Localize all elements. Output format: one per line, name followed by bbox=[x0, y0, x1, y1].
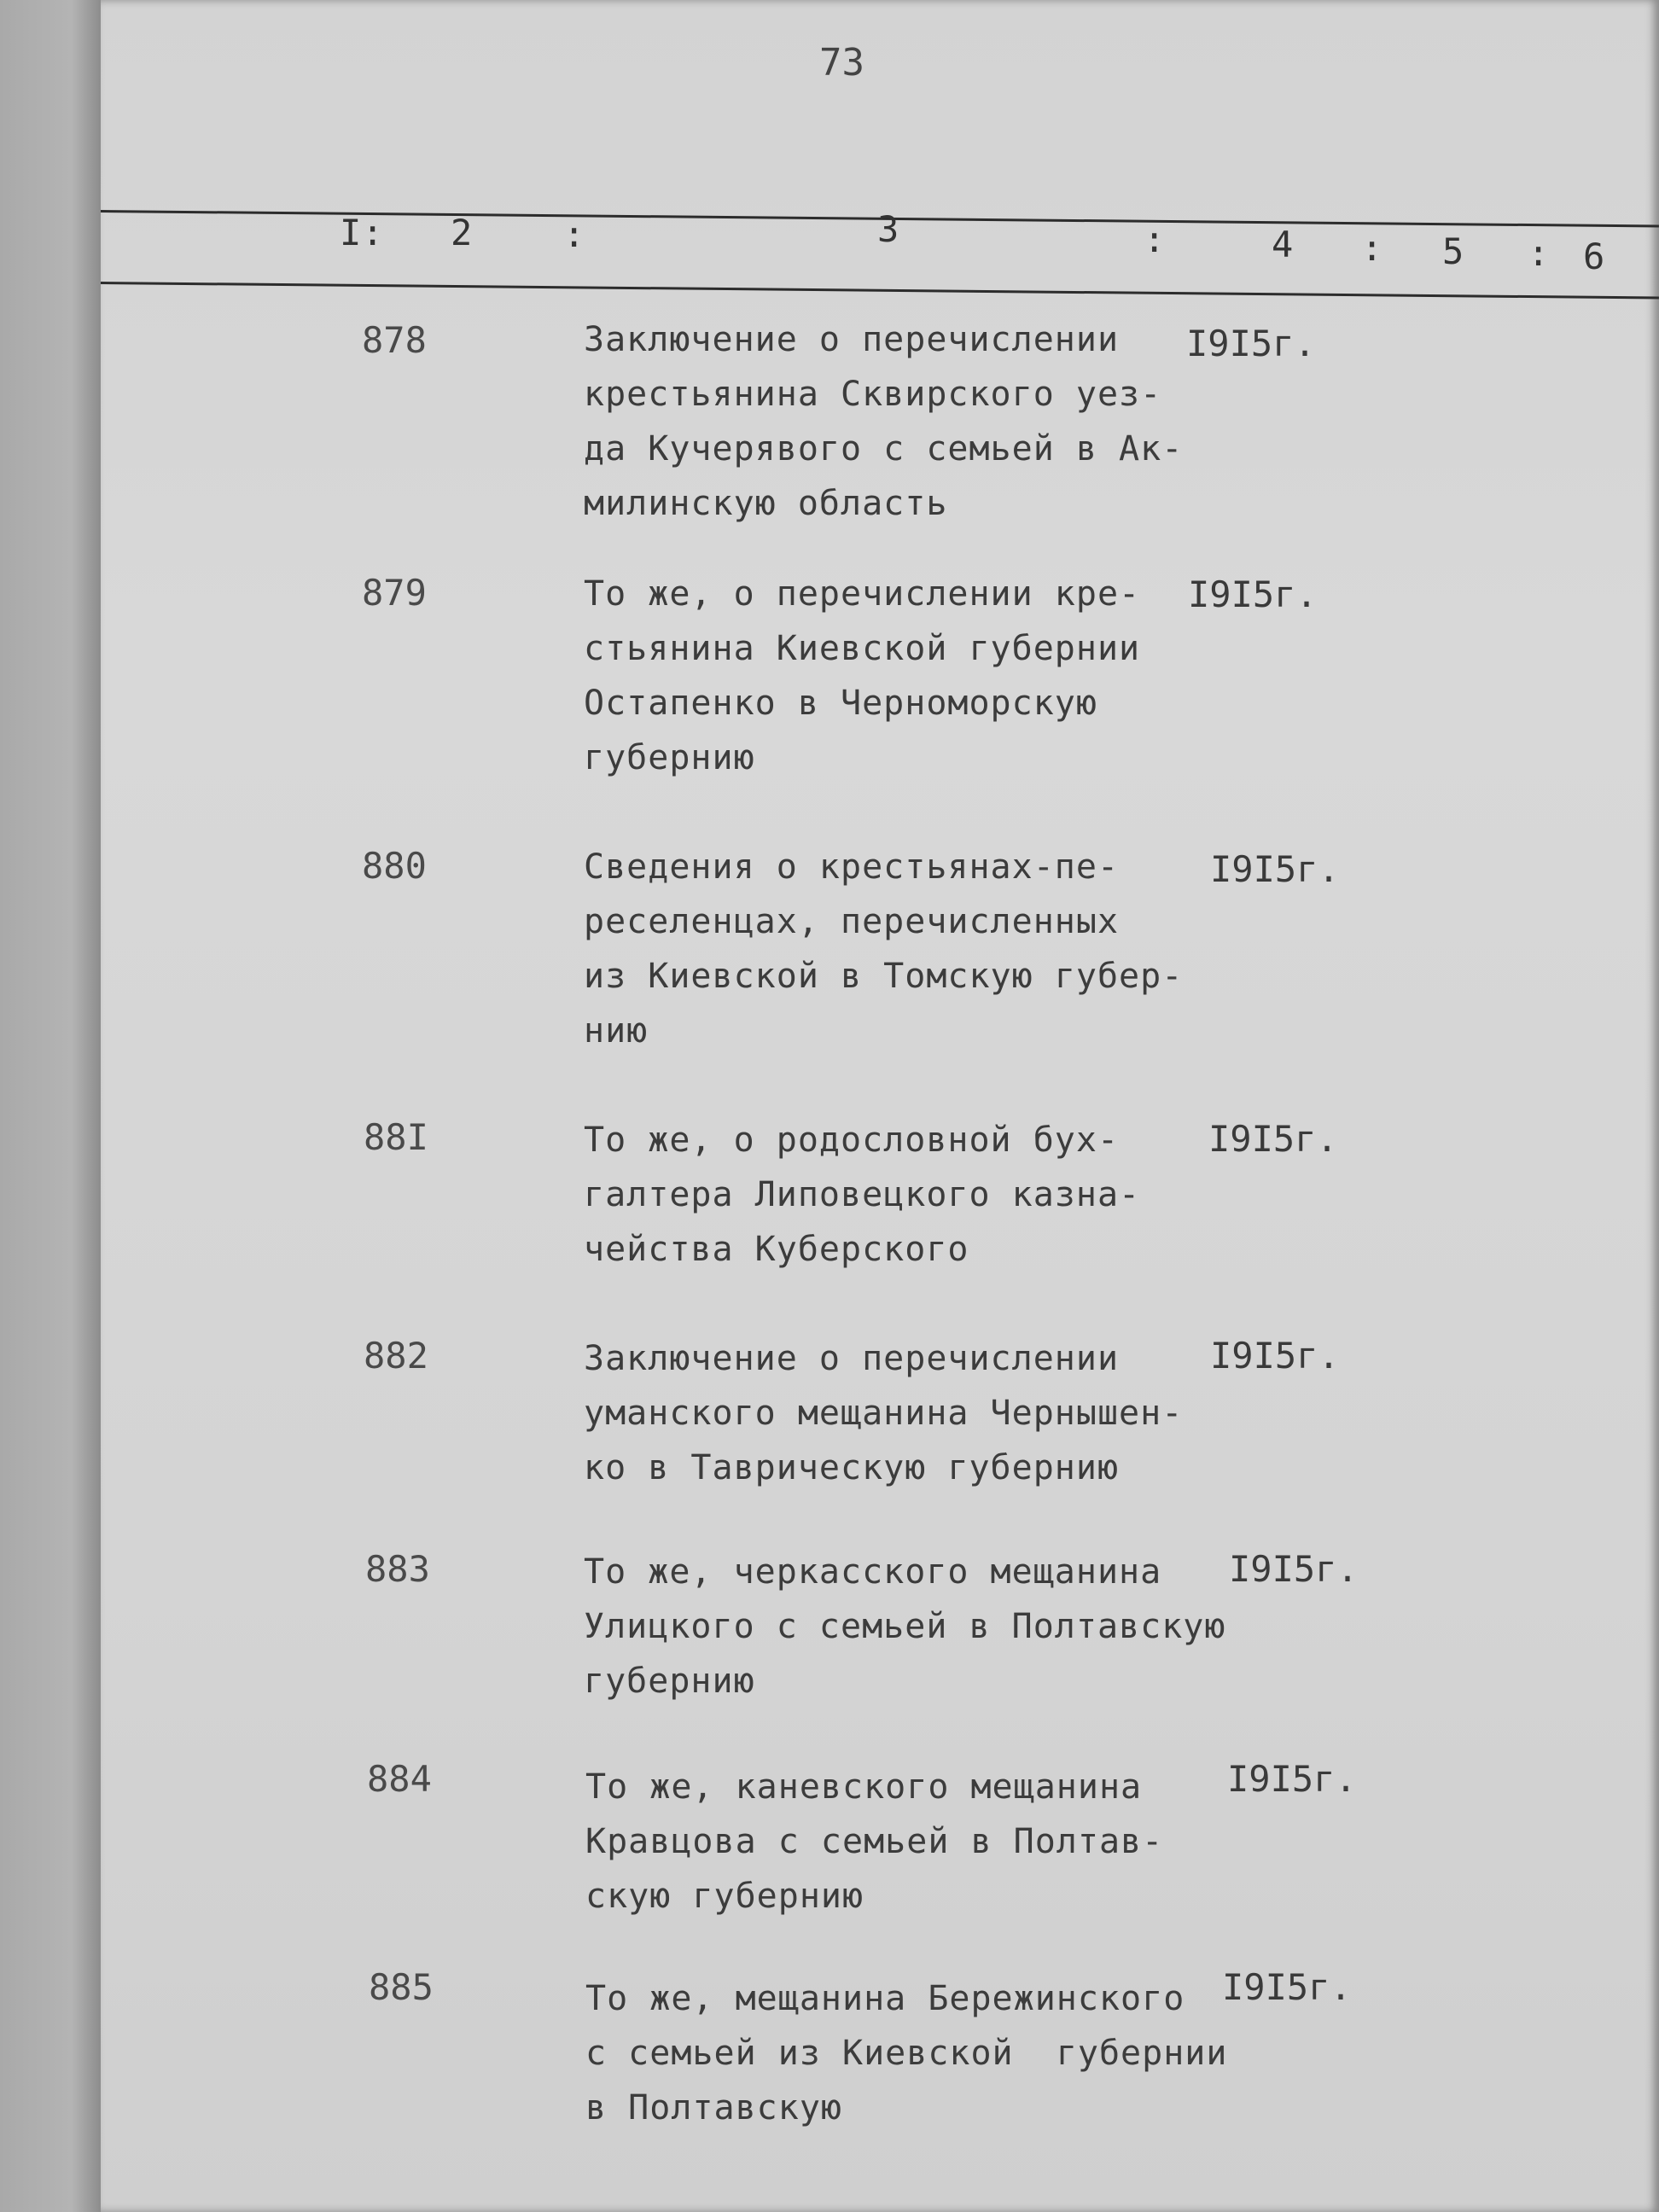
binding-edge bbox=[0, 0, 102, 2212]
entry-line: Заключение о перечислении bbox=[584, 1339, 1120, 1378]
entry-number: 884 bbox=[367, 1758, 432, 1800]
entry-line: из Киевской в Томскую губер- bbox=[584, 957, 1184, 996]
entry-line: То же, о родословной бух- bbox=[584, 1121, 1120, 1160]
entry-number: 88I bbox=[364, 1116, 428, 1158]
entry-description bbox=[584, 840, 1183, 1058]
entry-number: 878 bbox=[362, 319, 427, 361]
entry-line: ко в Таврическую губернию bbox=[584, 1448, 1120, 1487]
entry-line: реселенцах, перечисленных bbox=[584, 902, 1120, 941]
entry-year: I9I5г. bbox=[1208, 1118, 1338, 1160]
entry-line: да Кучерявого с семьей в Ак- bbox=[584, 429, 1184, 469]
entry-line: губернию bbox=[584, 738, 755, 777]
entry-year: I9I5г. bbox=[1188, 573, 1318, 615]
entry-description bbox=[584, 312, 1183, 531]
entry-line: Кравцова с семьей в Полтав- bbox=[585, 1822, 1164, 1861]
column-separator: : bbox=[362, 212, 384, 253]
entry-description bbox=[584, 1331, 1183, 1495]
page-number: 73 bbox=[819, 41, 864, 84]
entry-line: в Полтавскую bbox=[585, 2088, 842, 2128]
entry-number: 879 bbox=[362, 572, 427, 614]
entry-description bbox=[584, 1113, 1140, 1277]
entry-year: I9I5г. bbox=[1222, 1966, 1352, 2008]
entry-year: I9I5г. bbox=[1229, 1548, 1359, 1590]
column-separator: : bbox=[563, 213, 585, 255]
entry-number: 885 bbox=[369, 1966, 434, 2008]
column-separator: : bbox=[1144, 218, 1166, 260]
entry-line: Остапенко в Черноморскую bbox=[584, 684, 1097, 723]
entry-year: I9I5г. bbox=[1227, 1758, 1357, 1800]
entry-line: нию bbox=[584, 1011, 649, 1051]
entry-year: I9I5г. bbox=[1186, 323, 1316, 364]
entry-line: стьянина Киевской губернии bbox=[584, 629, 1141, 668]
column-header-2: 2 bbox=[451, 212, 473, 253]
entry-description bbox=[584, 1545, 1225, 1708]
entry-line: милинскую область bbox=[584, 484, 948, 523]
entry-year: I9I5г. bbox=[1210, 1335, 1340, 1377]
entry-line: с семьей из Киевской губернии bbox=[585, 2034, 1228, 2073]
column-header-1: I bbox=[340, 212, 362, 253]
entry-description bbox=[584, 567, 1140, 785]
entry-line: То же, каневского мещанина bbox=[585, 1767, 1143, 1807]
entry-line: То же, черкасского мещанина bbox=[584, 1552, 1162, 1592]
entry-line: галтера Липовецкого казна- bbox=[584, 1175, 1141, 1214]
entry-line: Улицкого с семьей в Полтавскую bbox=[584, 1607, 1226, 1646]
entry-line: То же, мещанина Бережинского bbox=[585, 1979, 1185, 2018]
entry-description bbox=[585, 1971, 1227, 2135]
column-separator: : bbox=[1528, 232, 1550, 274]
entry-line: крестьянина Сквирского уез- bbox=[584, 375, 1162, 414]
entry-line: скую губернию bbox=[585, 1877, 864, 1916]
column-header-3: 3 bbox=[877, 208, 899, 250]
column-header-4: 4 bbox=[1272, 224, 1294, 265]
entry-line: То же, о перечислении кре- bbox=[584, 574, 1141, 614]
entry-line: Сведения о крестьянах-пе- bbox=[584, 847, 1120, 887]
entry-line: чейства Куберского bbox=[584, 1230, 969, 1269]
entry-number: 880 bbox=[362, 845, 427, 887]
column-separator: : bbox=[1361, 227, 1383, 269]
column-header-5: 5 bbox=[1442, 230, 1464, 272]
entry-description bbox=[585, 1760, 1163, 1924]
entry-year: I9I5г. bbox=[1210, 848, 1340, 890]
column-header-6: 6 bbox=[1583, 236, 1605, 277]
entry-line: губернию bbox=[584, 1662, 755, 1701]
entry-line: Заключение о перечислении bbox=[584, 320, 1120, 359]
entry-line: уманского мещанина Чернышен- bbox=[584, 1394, 1184, 1433]
entry-number: 883 bbox=[365, 1548, 430, 1590]
entry-number: 882 bbox=[364, 1335, 428, 1377]
